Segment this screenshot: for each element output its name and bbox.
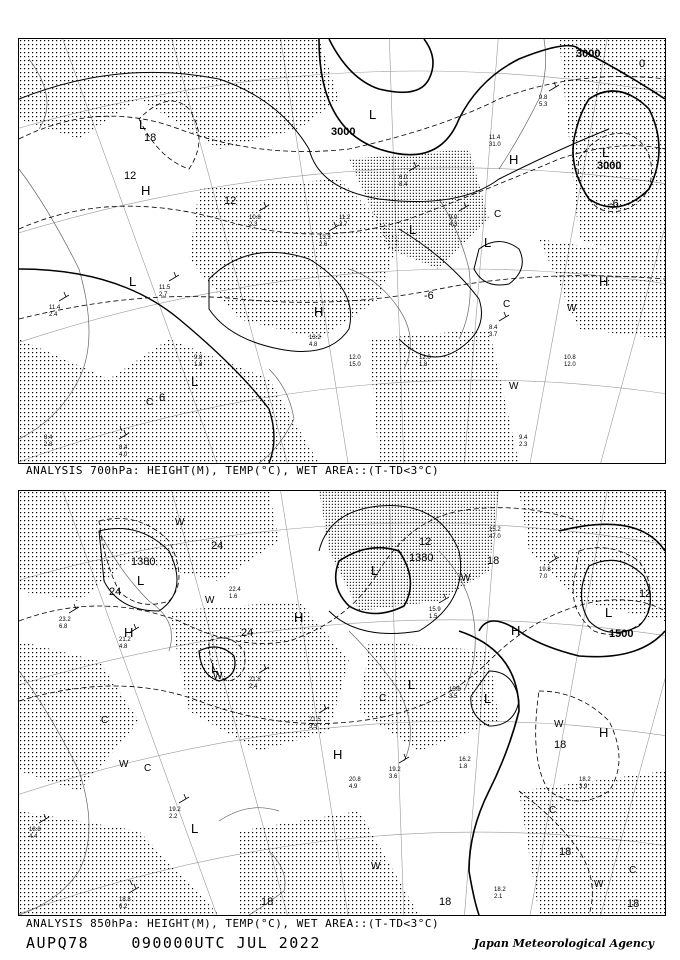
svg-text:12.0: 12.0 [419, 355, 431, 361]
svg-text:12.0: 12.0 [564, 362, 576, 368]
svg-text:19.8: 19.8 [539, 567, 551, 573]
warm-mark: W [175, 517, 185, 528]
temp-label: 24 [241, 627, 254, 639]
svg-text:19.2: 19.2 [389, 767, 401, 773]
high-center: H [124, 625, 134, 640]
svg-text:12.0: 12.0 [349, 355, 361, 361]
svg-text:2.2: 2.2 [169, 814, 178, 820]
svg-text:20.8: 20.8 [349, 777, 361, 783]
cold-mark: C [379, 693, 387, 704]
svg-text:6.2: 6.2 [119, 904, 128, 910]
cold-mark: C [549, 805, 557, 816]
svg-text:21.5: 21.5 [309, 717, 321, 723]
temp-label: 18 [627, 898, 640, 910]
warm-mark: W [461, 573, 471, 584]
low-center: L [484, 235, 492, 250]
temp-label: 18 [439, 896, 452, 908]
temp-label: 24 [109, 586, 122, 598]
svg-text:1.5: 1.5 [429, 614, 438, 620]
cold-mark: C [629, 865, 637, 876]
svg-text:3.7: 3.7 [489, 332, 498, 338]
temp-label: 0 [639, 58, 646, 70]
high-center: H [599, 725, 609, 740]
temp-label: -6 [609, 198, 619, 210]
svg-text:6.0: 6.0 [399, 175, 408, 181]
svg-text:11.5: 11.5 [159, 285, 171, 291]
cold-mark: C [144, 763, 152, 774]
cold-mark: C [146, 397, 154, 408]
svg-text:11.4: 11.4 [49, 305, 61, 311]
svg-text:23.2: 23.2 [59, 617, 71, 623]
low-center: L [191, 374, 199, 389]
svg-text:15.0: 15.0 [349, 362, 361, 368]
svg-text:2.7: 2.7 [159, 292, 168, 298]
svg-text:18.8: 18.8 [119, 897, 131, 903]
map-700hpa [19, 39, 665, 463]
warm-mark: W [509, 381, 519, 392]
svg-text:11.4: 11.4 [489, 135, 501, 141]
temp-label: 24 [211, 540, 224, 552]
height-label: 1380 [131, 556, 156, 568]
svg-text:19.2: 19.2 [169, 807, 181, 813]
low-center: L [369, 107, 377, 122]
low-center: L [191, 821, 199, 836]
svg-text:13.3: 13.3 [319, 235, 331, 241]
svg-text:47.0: 47.0 [489, 534, 501, 540]
low-center: L [137, 573, 145, 588]
svg-text:4.3: 4.3 [449, 222, 458, 228]
svg-text:16.2: 16.2 [459, 757, 471, 763]
svg-text:9.0: 9.0 [449, 215, 458, 221]
svg-text:8.4: 8.4 [44, 435, 53, 441]
temp-label: 18 [554, 739, 567, 751]
low-center: L [129, 274, 137, 289]
svg-text:4.8: 4.8 [309, 342, 318, 348]
temp-label: -6 [424, 290, 434, 302]
high-center: H [511, 623, 521, 638]
svg-text:3.5: 3.5 [449, 694, 458, 700]
low-center: L [408, 677, 416, 692]
caption-700hpa: ANALYSIS 700hPa: HEIGHT(M), TEMP(°C), WET AREA::(T-TD<3°C) [26, 464, 440, 477]
low-center: L [409, 222, 417, 237]
cold-mark: C [503, 299, 511, 310]
svg-text:2.4: 2.4 [49, 312, 58, 318]
svg-text:15.8: 15.8 [449, 687, 461, 693]
svg-text:3.7: 3.7 [339, 222, 348, 228]
temp-label: 12 [224, 195, 237, 207]
map-panel-850hpa [18, 490, 666, 916]
warm-mark: W [594, 879, 604, 890]
svg-text:21.2: 21.2 [119, 637, 131, 643]
warm-mark: W [371, 861, 381, 872]
svg-text:2.3: 2.3 [249, 222, 258, 228]
svg-text:8.4: 8.4 [489, 325, 498, 331]
warm-mark: W [213, 671, 223, 682]
wet-areas [19, 39, 665, 463]
temp-label: 18 [144, 132, 157, 144]
low-center: L [211, 660, 219, 675]
valid-time: 090000UTC JUL 2022 [131, 934, 321, 952]
svg-text:11.2: 11.2 [339, 215, 351, 221]
svg-text:13.2: 13.2 [309, 335, 321, 341]
svg-text:9.8: 9.8 [539, 95, 548, 101]
svg-text:4.9: 4.9 [349, 784, 358, 790]
height-label: 3000 [597, 160, 622, 172]
svg-text:9.4: 9.4 [519, 435, 528, 441]
svg-text:21.8: 21.8 [249, 677, 261, 683]
svg-text:15.2: 15.2 [489, 527, 501, 533]
high-center: H [509, 152, 519, 167]
svg-text:18.2: 18.2 [494, 887, 506, 893]
temp-label: 6 [159, 392, 166, 404]
height-label: 3000 [331, 126, 356, 138]
high-center: H [294, 610, 304, 625]
chart-id: AUPQ78 [26, 934, 90, 952]
svg-text:6.8: 6.8 [59, 624, 68, 630]
agency-name: Japan Meteorological Agency [473, 937, 654, 950]
warm-mark: W [554, 719, 564, 730]
temp-label: 12 [124, 170, 137, 182]
low-center: L [602, 145, 610, 160]
low-center: L [371, 563, 379, 578]
svg-text:5.3: 5.3 [539, 102, 548, 108]
svg-text:4.8: 4.8 [119, 644, 128, 650]
svg-text:10.8: 10.8 [249, 215, 261, 221]
svg-text:3.6: 3.6 [389, 774, 398, 780]
high-center: H [599, 274, 609, 289]
svg-text:4.4: 4.4 [29, 834, 38, 840]
svg-text:2.8: 2.8 [44, 442, 53, 448]
map-panel-700hpa [18, 38, 666, 464]
svg-text:8.4: 8.4 [399, 182, 408, 188]
svg-text:9.8: 9.8 [194, 355, 203, 361]
svg-text:2.4: 2.4 [249, 684, 258, 690]
map-850hpa [19, 491, 665, 915]
svg-text:1.8: 1.8 [459, 764, 468, 770]
height-label: 1500 [609, 628, 634, 640]
svg-text:8.4: 8.4 [119, 445, 128, 451]
svg-text:1.8: 1.8 [194, 362, 203, 368]
svg-text:4.0: 4.0 [119, 452, 128, 458]
svg-text:1.8: 1.8 [419, 362, 428, 368]
svg-text:10.8: 10.8 [564, 355, 576, 361]
svg-text:1.6: 1.6 [229, 594, 238, 600]
temp-label: 18 [261, 896, 274, 908]
high-center: H [333, 747, 343, 762]
low-center: L [139, 117, 147, 132]
chart-header [26, 934, 321, 952]
temp-label: 18 [487, 555, 500, 567]
temp-label: 12 [639, 588, 652, 600]
cold-mark: C [101, 715, 109, 726]
height-label: 3000 [576, 48, 601, 60]
high-center: H [314, 304, 324, 319]
svg-text:3.5: 3.5 [309, 724, 318, 730]
svg-text:31.0: 31.0 [489, 142, 501, 148]
high-center: H [141, 183, 151, 198]
svg-text:18.8: 18.8 [29, 827, 41, 833]
low-center: L [605, 605, 613, 620]
height-label: 1380 [409, 552, 434, 564]
svg-text:2.6: 2.6 [319, 242, 328, 248]
cold-mark: C [494, 209, 502, 220]
warm-mark: W [567, 303, 577, 314]
caption-850hpa: ANALYSIS 850hPa: HEIGHT(M), TEMP(°C), WET AREA::(T-TD<3°C) [26, 917, 440, 930]
svg-text:2.3: 2.3 [519, 442, 528, 448]
warm-mark: W [119, 759, 129, 770]
temp-label: 18 [559, 846, 572, 858]
svg-text:18.2: 18.2 [579, 777, 591, 783]
warm-mark: W [205, 595, 215, 606]
svg-text:15.9: 15.9 [429, 607, 441, 613]
svg-text:3.9: 3.9 [579, 784, 588, 790]
svg-text:22.4: 22.4 [229, 587, 241, 593]
svg-text:7.0: 7.0 [539, 574, 548, 580]
svg-text:2.1: 2.1 [494, 894, 503, 900]
temp-label: 12 [419, 536, 432, 548]
low-center: L [484, 691, 492, 706]
